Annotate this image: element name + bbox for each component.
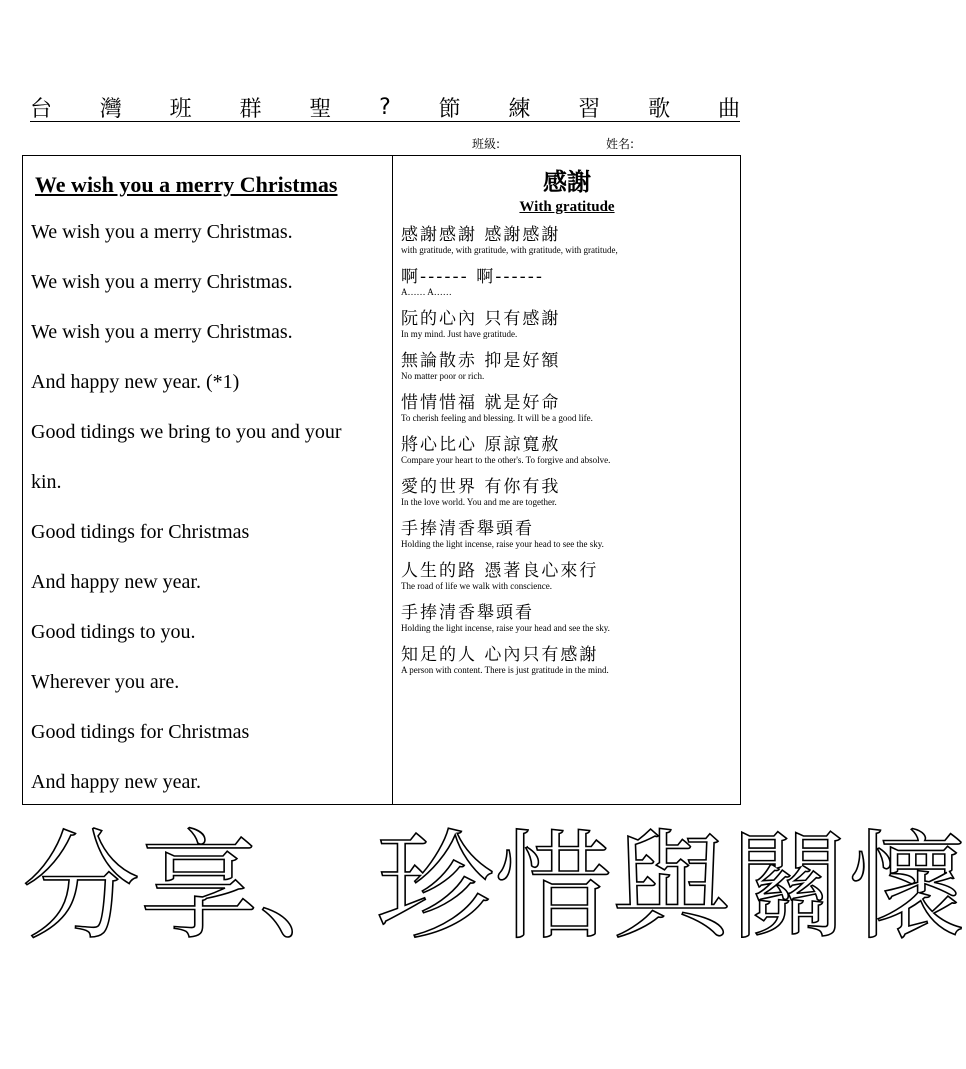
chinese-lyric-line: 手捧清香舉頭看 bbox=[401, 519, 534, 539]
class-label: 班級: bbox=[472, 137, 501, 151]
chinese-lyric-line: 惜情惜福 就是好命 bbox=[401, 393, 561, 413]
chinese-lyric-line: 啊------ 啊------ bbox=[401, 267, 545, 287]
translation-line: In my mind. Just have gratitude. bbox=[401, 329, 518, 339]
english-lyric-line: Wherever you are. bbox=[31, 671, 180, 693]
english-lyric-line: Good tidings we bring to you and your bbox=[31, 421, 342, 443]
title-char: 曲 bbox=[717, 96, 740, 122]
english-lyric-line: And happy new year. bbox=[31, 571, 201, 593]
banner-char: 、 bbox=[258, 818, 377, 956]
translation-line: A…… A…… bbox=[401, 287, 452, 297]
english-lyric-line: Good tidings to you. bbox=[31, 621, 196, 643]
motto-banner bbox=[22, 812, 966, 962]
english-lyric-line: And happy new year. (*1) bbox=[31, 371, 240, 393]
banner-char: 享 bbox=[140, 818, 259, 956]
chinese-lyric-line: 將心比心 原諒寬赦 bbox=[401, 435, 561, 455]
chinese-song-subtitle: With gratitude bbox=[519, 199, 615, 215]
title-char: 台 bbox=[30, 96, 53, 122]
translation-line: with gratitude, with gratitude, with gratitude, with gratitude, bbox=[401, 245, 618, 255]
english-lyric-line: And happy new year. bbox=[31, 771, 201, 793]
title-char: ? bbox=[379, 94, 391, 120]
title-underline bbox=[30, 121, 740, 122]
english-lyric-line: Good tidings for Christmas bbox=[31, 521, 250, 543]
chinese-lyric-line: 人生的路 憑著良心來行 bbox=[401, 561, 599, 581]
translation-line: In the love world. You and me are together. bbox=[401, 497, 557, 507]
banner-char: 懷 bbox=[848, 818, 966, 956]
translation-line: No matter poor or rich. bbox=[401, 371, 485, 381]
translation-line: Compare your heart to the other's. To forgive and absolve. bbox=[401, 455, 611, 465]
banner-char: 關 bbox=[730, 818, 849, 956]
title-char: 聖 bbox=[309, 96, 332, 122]
translation-line: The road of life we walk with conscience. bbox=[401, 581, 552, 591]
english-lyric-line: Good tidings for Christmas bbox=[31, 721, 250, 743]
english-lyric-line: kin. bbox=[31, 471, 62, 493]
chinese-lyric-line: 知足的人 心內只有感謝 bbox=[401, 645, 599, 665]
title-char: 節 bbox=[438, 96, 461, 122]
banner-char: 與 bbox=[612, 818, 731, 956]
banner-char: 惜 bbox=[494, 818, 613, 956]
name-label: 姓名: bbox=[606, 137, 635, 151]
english-lyric-line: We wish you a merry Christmas. bbox=[31, 321, 293, 343]
title-char: 群 bbox=[239, 96, 262, 122]
chinese-lyric-line: 感謝感謝 感謝感謝 bbox=[401, 225, 561, 245]
english-lyric-line: We wish you a merry Christmas. bbox=[31, 221, 293, 243]
title-char: 歌 bbox=[648, 96, 671, 122]
translation-line: A person with content. There is just gratitude in the mind. bbox=[401, 665, 609, 675]
translation-line: Holding the light incense, raise your head to see the sky. bbox=[401, 539, 604, 549]
title-char: 班 bbox=[169, 96, 192, 122]
english-lyric-line: We wish you a merry Christmas. bbox=[31, 271, 293, 293]
lyrics-table bbox=[22, 155, 741, 805]
page-title bbox=[30, 92, 740, 122]
chinese-lyric-line: 無論散赤 抑是好額 bbox=[401, 351, 561, 371]
translation-line: To cherish feeling and blessing. It will be a good life. bbox=[401, 413, 593, 423]
title-char: 灣 bbox=[99, 96, 122, 122]
translation-line: Holding the light incense, raise your head and see the sky. bbox=[401, 623, 610, 633]
banner-char: 分 bbox=[22, 818, 141, 956]
chinese-lyric-line: 愛的世界 有你有我 bbox=[401, 477, 561, 497]
chinese-song-column bbox=[393, 156, 741, 804]
title-char: 練 bbox=[508, 96, 531, 122]
chinese-lyric-line: 阮的心內 只有感謝 bbox=[401, 309, 561, 329]
english-song-title: We wish you a merry Christmas bbox=[35, 172, 338, 197]
chinese-song-title: 感謝 bbox=[543, 168, 591, 196]
banner-char: 珍 bbox=[376, 818, 495, 956]
title-char: 習 bbox=[578, 96, 601, 122]
chinese-lyric-line: 手捧清香舉頭看 bbox=[401, 603, 534, 623]
